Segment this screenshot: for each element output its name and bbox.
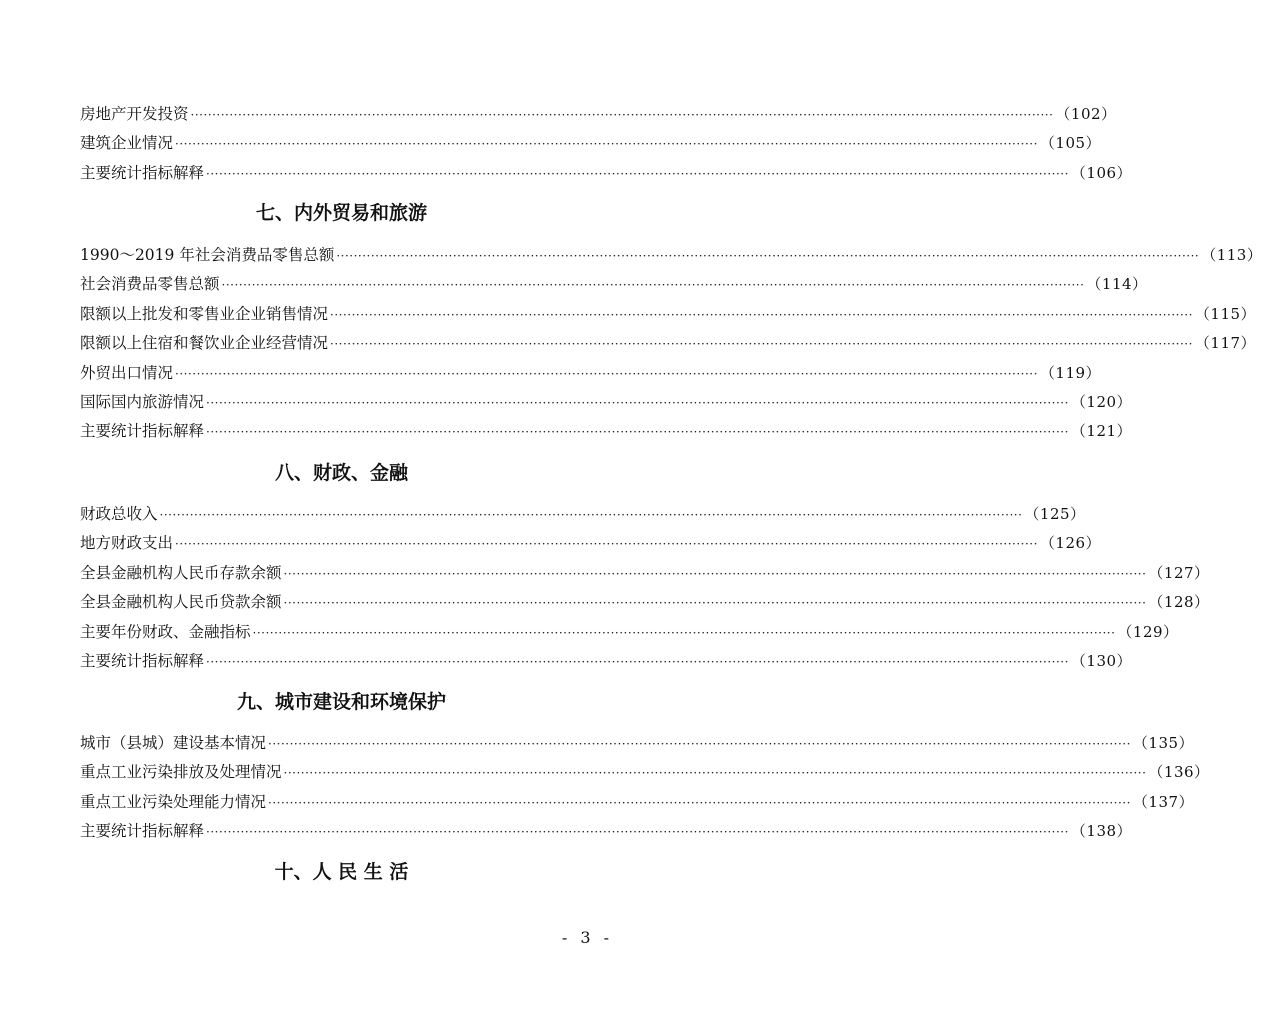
toc-entry-title: 主要年份财政、金融指标 xyxy=(80,622,251,641)
toc-entry-page: （130） xyxy=(1070,651,1133,670)
toc-entry[interactable] xyxy=(80,100,1117,129)
toc-leader-dots: ········································································································································································································ xyxy=(206,425,1069,440)
toc-entry-page: （121） xyxy=(1070,422,1133,441)
toc-entry-title: 社会消费品零售总额 xyxy=(80,275,220,294)
toc-entry[interactable] xyxy=(80,270,1148,299)
toc-leader-dots: ········································································································································································································ xyxy=(206,395,1069,410)
toc-entry[interactable] xyxy=(80,817,1133,846)
toc-entry-title: 主要统计指标解释 xyxy=(80,163,205,182)
toc-leader-dots: ········································································································································································································ xyxy=(268,737,1131,751)
toc-entry-page: （114） xyxy=(1086,275,1148,294)
toc-leader-dots: ········································································································································································································ xyxy=(190,108,1054,122)
toc-entry[interactable] xyxy=(80,500,1086,529)
toc-entry[interactable] xyxy=(80,729,1195,758)
toc-leader-dots: ········································································································································································································ xyxy=(221,278,1085,293)
toc-leader-dots: ········································································································································································································ xyxy=(268,795,1131,810)
toc-entry-title: 财政总收入 xyxy=(80,505,158,523)
toc-entry[interactable] xyxy=(80,241,1262,270)
toc-leader-dots: ········································································································································································································ xyxy=(330,307,1193,322)
page-number: - 3 - xyxy=(561,928,613,947)
toc-leader-dots: ········································································································································································································ xyxy=(283,566,1147,581)
toc-entry-page: （128） xyxy=(1148,593,1210,612)
toc-entry-title: 限额以上批发和零售业企业销售情况 xyxy=(80,304,329,323)
toc-entry-page: （136） xyxy=(1148,763,1210,782)
toc-entry-title: 地方财政支出 xyxy=(80,534,174,553)
toc-entry-title: 重点工业污染排放及处理情况 xyxy=(80,763,282,782)
toc-entry-page: （102） xyxy=(1055,105,1117,123)
toc-entry[interactable] xyxy=(80,159,1133,188)
toc-entry[interactable] xyxy=(80,300,1257,329)
toc-entry-page: （129） xyxy=(1117,622,1179,641)
toc-leader-dots: ········································································································································································································ xyxy=(330,337,1193,352)
toc-leader-dots: ········································································································································································································ xyxy=(206,825,1069,840)
section-heading-living: 十、人 民 生 活 xyxy=(274,861,409,883)
toc-entry-title: 城市（县城）建设基本情况 xyxy=(80,734,267,752)
toc-entry-title: 主要统计指标解释 xyxy=(80,822,205,841)
toc-entry-title: 全县金融机构人民币存款余额 xyxy=(80,563,282,582)
toc-entry[interactable] xyxy=(80,758,1210,787)
toc-leader-dots: ········································································································································································································ xyxy=(252,625,1116,640)
toc-entry-page: （135） xyxy=(1132,734,1195,752)
toc-entry-page: （106） xyxy=(1070,163,1133,182)
toc-entry-page: （126） xyxy=(1039,534,1102,553)
toc-entry-title: 建筑企业情况 xyxy=(80,134,174,153)
toc-entry-title: 房地产开发投资 xyxy=(80,105,189,123)
toc-entry[interactable] xyxy=(80,618,1179,647)
toc-leader-dots: ········································································································································································································ xyxy=(159,508,1023,522)
toc-entry-page: （120） xyxy=(1070,392,1133,411)
toc-leader-dots: ········································································································································································································ xyxy=(336,249,1200,263)
toc-group-trade-tourism xyxy=(80,241,1262,447)
toc-leader-dots: ········································································································································································································ xyxy=(283,766,1147,781)
toc-leader-dots: ········································································································································································································ xyxy=(283,596,1147,611)
toc-entry[interactable] xyxy=(80,359,1102,388)
toc-entry-page: （105） xyxy=(1039,134,1102,153)
toc-entry[interactable] xyxy=(80,788,1195,817)
toc-entry-title: 主要统计指标解释 xyxy=(80,422,205,441)
toc-entry-title: 1990～2019 年社会消费品零售总额 xyxy=(80,246,335,264)
toc-leader-dots: ········································································································································································································ xyxy=(175,137,1038,152)
toc-entry-title: 外贸出口情况 xyxy=(80,363,174,382)
toc-entry-page: （117） xyxy=(1194,334,1257,353)
toc-leader-dots: ········································································································································································································ xyxy=(206,654,1069,669)
toc-entry-title: 国际国内旅游情况 xyxy=(80,392,205,411)
section-heading-finance: 八、财政、金融 xyxy=(274,462,408,484)
toc-entry[interactable] xyxy=(80,559,1210,588)
toc-group-finance xyxy=(80,500,1210,676)
toc-entry-page: （113） xyxy=(1201,246,1262,264)
toc-entry-page: （137） xyxy=(1132,792,1195,811)
toc-entry-page: （115） xyxy=(1194,304,1257,323)
toc-entry-page: （125） xyxy=(1024,505,1086,523)
toc-entry-page: （119） xyxy=(1039,363,1102,382)
toc-entry-title: 限额以上住宿和餐饮业企业经营情况 xyxy=(80,334,329,353)
toc-entry-title: 主要统计指标解释 xyxy=(80,651,205,670)
section-heading-urban-environment: 九、城市建设和环境保护 xyxy=(236,691,446,713)
toc-entry-page: （138） xyxy=(1070,822,1133,841)
toc-leader-dots: ········································································································································································································ xyxy=(175,537,1038,552)
toc-group-continued xyxy=(80,100,1133,188)
toc-leader-dots: ········································································································································································································ xyxy=(206,166,1069,181)
toc-entry[interactable] xyxy=(80,529,1102,558)
toc-group-urban-environment xyxy=(80,729,1210,847)
toc-entry-title: 重点工业污染处理能力情况 xyxy=(80,792,267,811)
toc-entry-title: 全县金融机构人民币贷款余额 xyxy=(80,593,282,612)
toc-entry[interactable] xyxy=(80,417,1133,446)
toc-leader-dots: ········································································································································································································ xyxy=(175,366,1038,381)
toc-entry[interactable] xyxy=(80,388,1133,417)
toc-entry[interactable] xyxy=(80,647,1133,676)
toc-entry[interactable] xyxy=(80,588,1210,617)
toc-entry[interactable] xyxy=(80,129,1102,158)
toc-entry-page: （127） xyxy=(1148,563,1210,582)
section-heading-trade-tourism: 七、内外贸易和旅游 xyxy=(255,202,427,224)
toc-entry[interactable] xyxy=(80,329,1257,358)
